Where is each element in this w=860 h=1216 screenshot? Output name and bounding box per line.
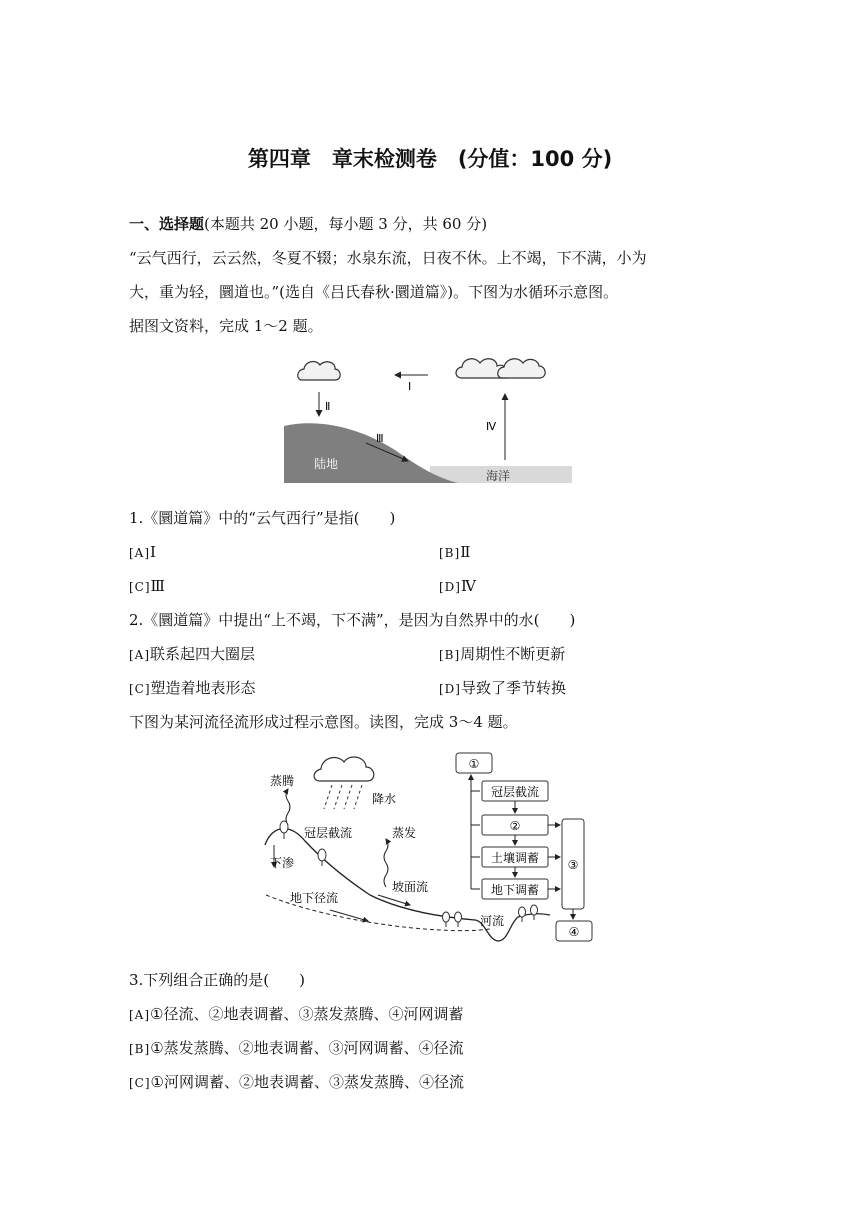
evaporation-label: 蒸发 bbox=[392, 826, 417, 840]
section-heading bbox=[129, 214, 487, 234]
land-label: 陆地 bbox=[314, 457, 339, 471]
box-4: ④ bbox=[568, 925, 580, 939]
question-3-stem: 3.下列组合正确的是( ) bbox=[129, 971, 306, 989]
rain-icon bbox=[324, 785, 362, 809]
arrow-label-4: Ⅳ bbox=[486, 420, 497, 433]
page-title: 第四章 章末检测卷 (分值：100 分) bbox=[247, 147, 613, 171]
passage1-line: “云气西行，云云然，冬夏不辍；水泉东流，日夜不休。上不竭，下不满，小为 bbox=[129, 249, 647, 267]
cloud-icon bbox=[456, 359, 545, 378]
box-3: ③ bbox=[567, 858, 579, 872]
section-heading-label: 一、选择题 bbox=[129, 215, 205, 233]
canopy-interception-label: 冠层截流 bbox=[304, 826, 353, 840]
question-1-option-b: [B]Ⅱ bbox=[439, 543, 471, 561]
box-soil: 土壤调蓄 bbox=[490, 851, 540, 865]
cloud-icon bbox=[298, 362, 341, 380]
box-canopy: 冠层截流 bbox=[490, 785, 540, 799]
overland-flow-label: 坡面流 bbox=[392, 880, 429, 894]
precipitation-label: 降水 bbox=[372, 792, 397, 806]
question-3-option-b: [B]①蒸发蒸腾、②地表调蓄、③河网调蓄、④径流 bbox=[129, 1039, 464, 1057]
water-cycle-figure bbox=[280, 350, 580, 490]
arrow-label-1: Ⅰ bbox=[408, 380, 412, 393]
infiltration-label: 下渗 bbox=[270, 856, 295, 870]
question-2-option-b: [B]周期性不断更新 bbox=[439, 645, 566, 663]
question-1-option-c: [C]Ⅲ bbox=[129, 577, 166, 595]
question-2-option-d: [D]导致了季节转换 bbox=[439, 679, 566, 697]
groundwater-runoff-label: 地下径流 bbox=[290, 891, 339, 905]
question-1-option-a: [A]Ⅰ bbox=[129, 543, 156, 561]
section-heading-note: (本题共 20 小题，每小题 3 分，共 60 分) bbox=[204, 215, 488, 233]
question-2-option-c: [C]塑造着地表形态 bbox=[129, 679, 256, 697]
question-3-option-a: [A]①径流、②地表调蓄、③蒸发蒸腾、④河网调蓄 bbox=[129, 1005, 464, 1023]
ocean-label: 海洋 bbox=[486, 469, 511, 483]
river-label: 河流 bbox=[480, 914, 505, 928]
arrow-label-2: Ⅱ bbox=[325, 400, 331, 413]
box-1: ① bbox=[468, 757, 480, 771]
box-groundwater: 地下调蓄 bbox=[490, 883, 540, 897]
passage2: 下图为某河流径流形成过程示意图。读图，完成 3～4 题。 bbox=[129, 713, 518, 731]
land-shape bbox=[284, 423, 458, 483]
question-1-option-d: [D]Ⅳ bbox=[439, 577, 476, 595]
question-1-stem: 1.《圜道篇》中的“云气西行”是指( ) bbox=[129, 509, 396, 527]
arrow-label-3: Ⅲ bbox=[376, 432, 384, 445]
passage1-line: 大，重为轻，圜道也。”(选自《吕氏春秋·圜道篇》)。下图为水循环示意图。 bbox=[129, 283, 619, 301]
question-2-stem: 2.《圜道篇》中提出“上不竭，下不满”，是因为自然界中的水( ) bbox=[129, 611, 576, 629]
rain-cloud-icon bbox=[314, 757, 374, 781]
passage1-line: 据图文资料，完成 1～2 题。 bbox=[129, 317, 323, 335]
question-3-option-c: [C]①河网调蓄、②地表调蓄、③蒸发蒸腾、④径流 bbox=[129, 1073, 464, 1091]
box-2: ② bbox=[509, 819, 521, 833]
question-2-option-a: [A]联系起四大圈层 bbox=[129, 645, 256, 663]
transpiration-label: 蒸腾 bbox=[270, 774, 295, 788]
runoff-figure bbox=[260, 745, 600, 950]
